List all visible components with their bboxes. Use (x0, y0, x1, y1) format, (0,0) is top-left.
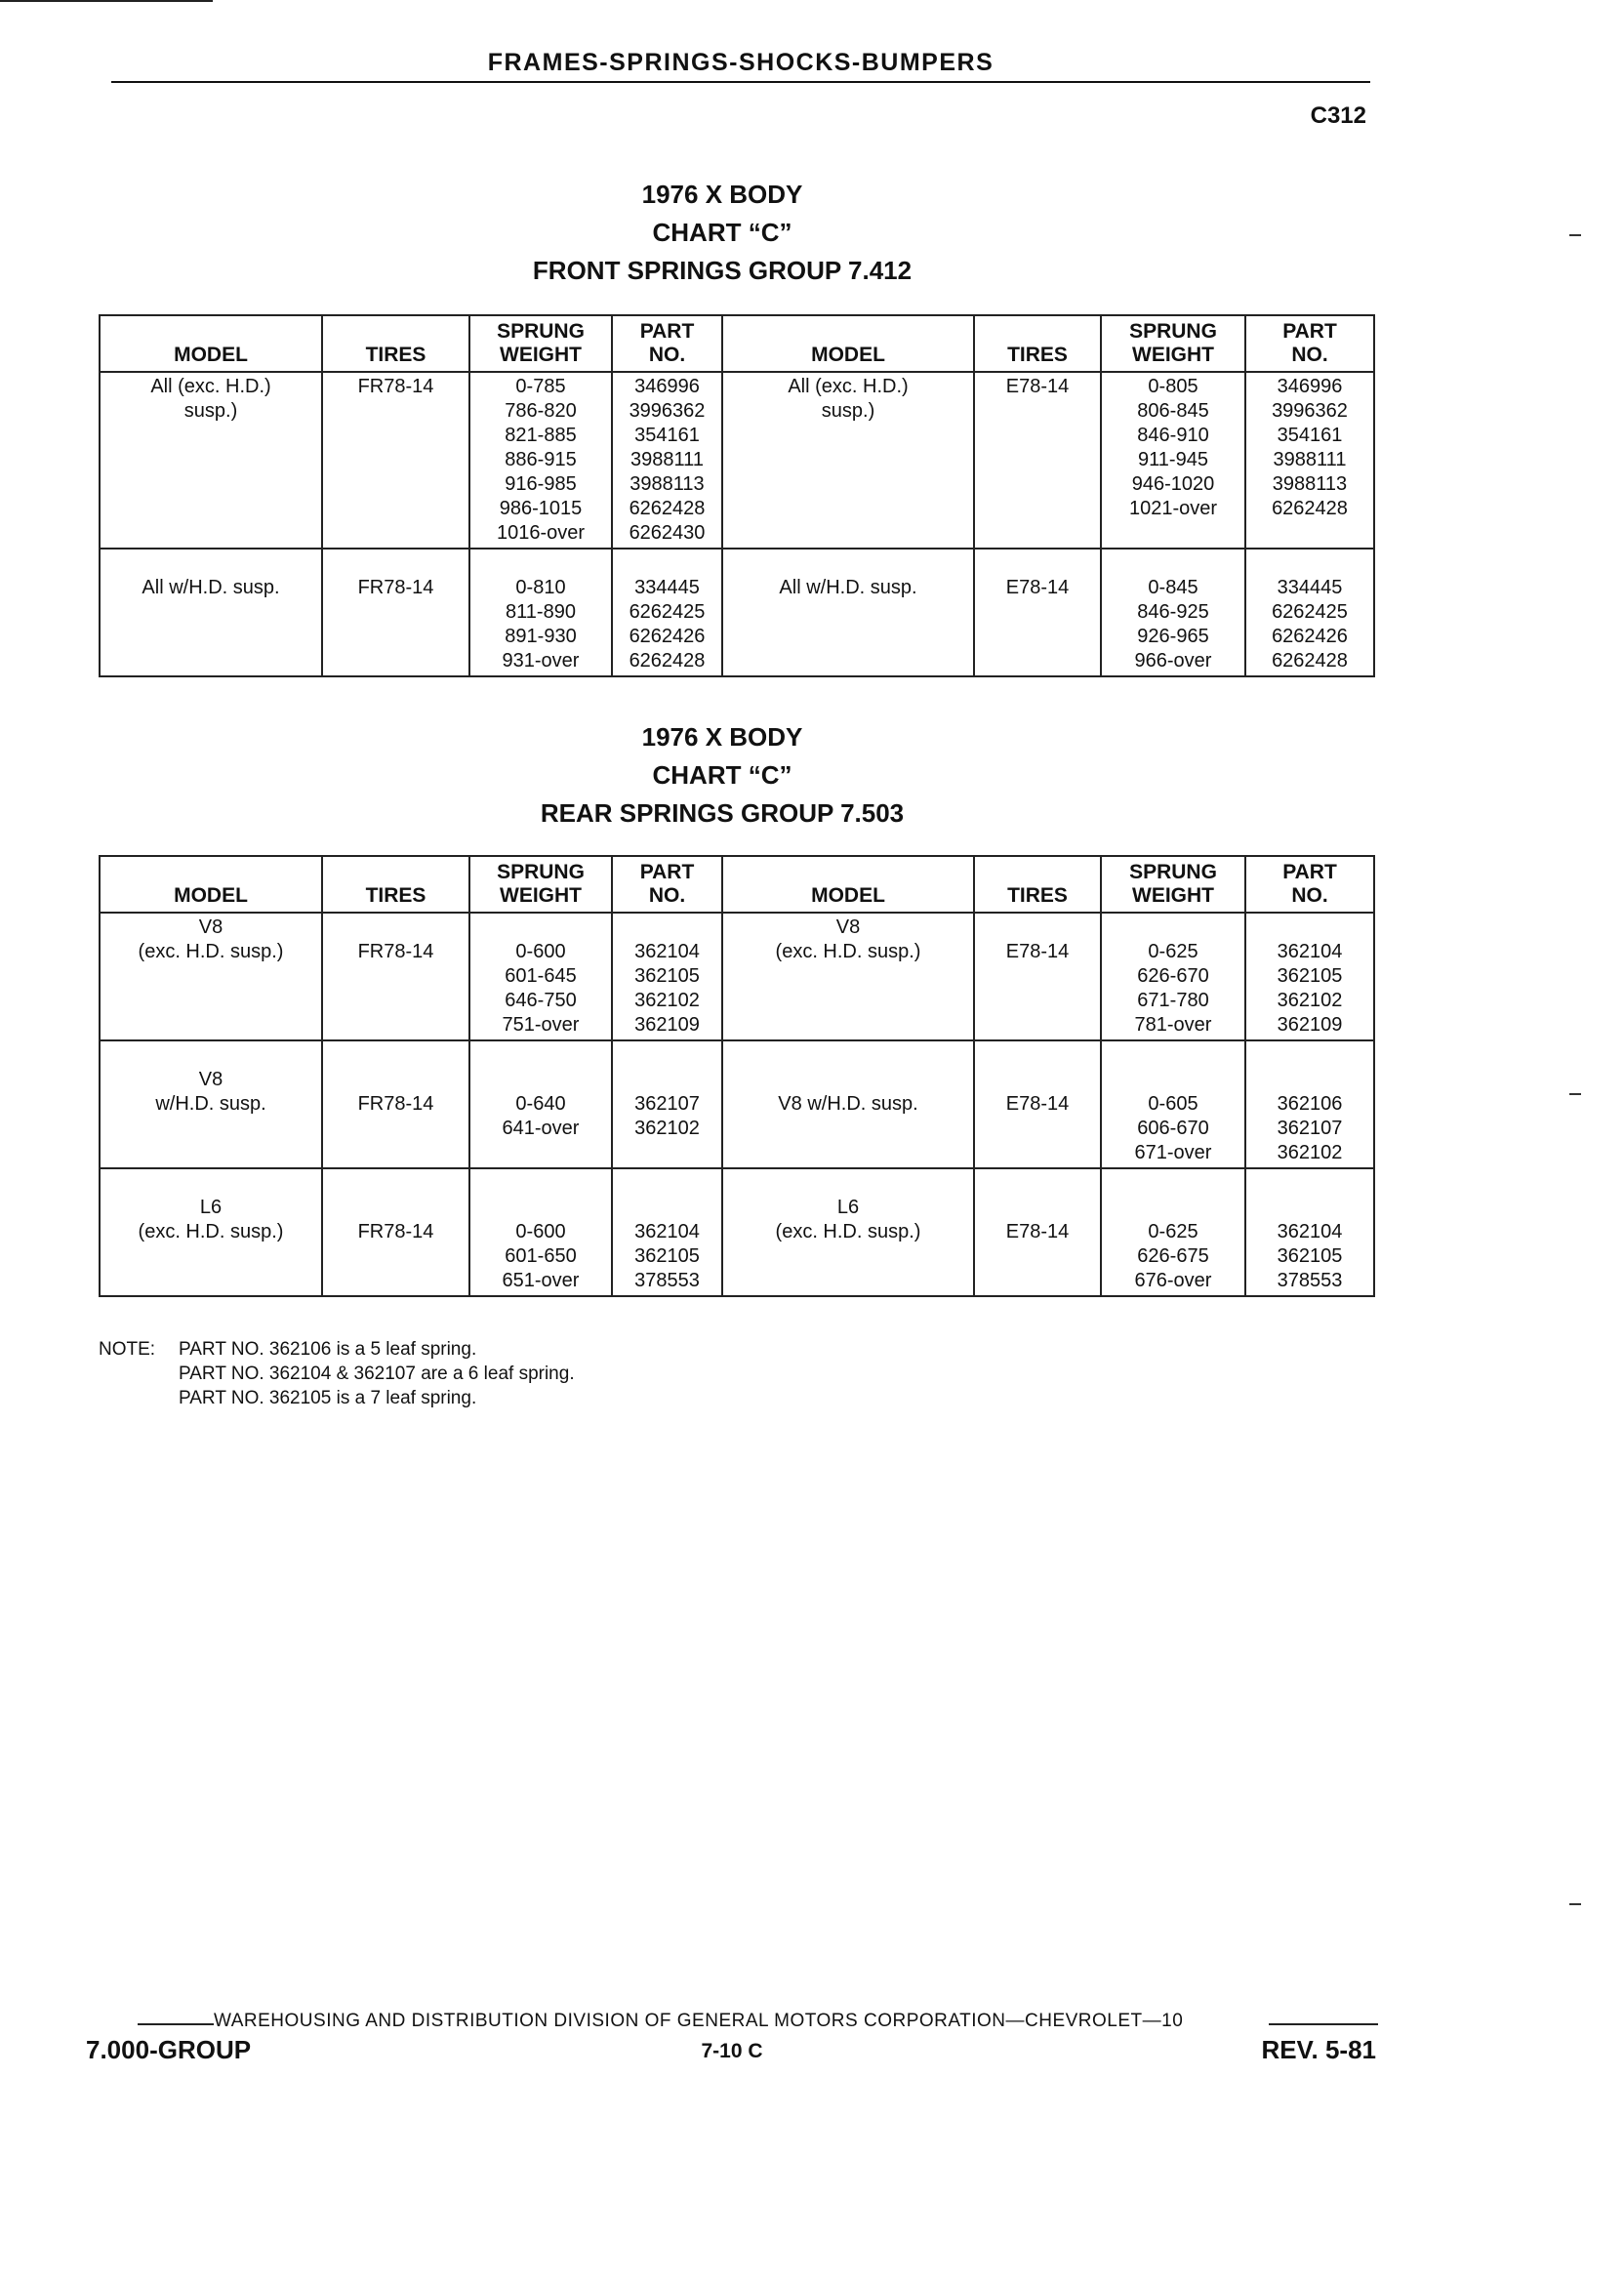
footer-publisher-line: WAREHOUSING AND DISTRIBUTION DIVISION OF GENERAL MOTORS CORPORATION—CHEVROLET—10 (214, 2011, 1184, 2031)
tires-cell (974, 1040, 1101, 1168)
sprung-weight-value: 0-600 (515, 1221, 566, 1242)
part-no-cell (612, 1168, 722, 1296)
sprung-weight-value: 811-890 (506, 601, 576, 623)
front-chart-heading (293, 176, 1152, 290)
model-cell (100, 1040, 322, 1168)
rear-heading-line: CHART “C” (652, 760, 792, 790)
sprung-weight-value (470, 916, 611, 940)
tires-value (323, 1171, 468, 1196)
model-value: V8 (198, 916, 223, 938)
tires-value: E78-14 (1005, 1093, 1070, 1115)
sprung-weight-value: 846-925 (1137, 601, 1209, 623)
part-no-cell (1245, 1040, 1374, 1168)
model-cell (100, 913, 322, 1040)
part-no-value: 362105 (634, 1245, 700, 1267)
model-value: (exc. H.D. susp.) (775, 1221, 921, 1242)
sprung-weight-value: 1021-over (1128, 498, 1218, 519)
sprung-weight-value (1102, 1196, 1244, 1220)
model-value: L6 (199, 1197, 223, 1218)
part-no-value (613, 1196, 721, 1220)
model-value (723, 1068, 973, 1092)
sprung-weight-value: 1016-over (496, 522, 586, 544)
part-no-value: 3988113 (1272, 473, 1348, 495)
model-value: All (exc. H.D.) (150, 376, 271, 397)
sprung-weight-value: 651-over (502, 1270, 580, 1291)
model-cell (722, 1040, 974, 1168)
model-value (723, 551, 973, 576)
tires-value: FR78-14 (357, 941, 434, 962)
sprung-weight-value (1102, 1043, 1244, 1068)
column-header: TIRES (974, 856, 1101, 913)
model-value: All w/H.D. susp. (779, 577, 917, 598)
tires-cell (322, 1168, 469, 1296)
part-no-value: 6262428 (629, 498, 706, 519)
sprung-weight-value: 0-785 (515, 376, 566, 397)
tires-value: FR78-14 (357, 1093, 434, 1115)
column-header: MODEL (722, 856, 974, 913)
model-value (101, 551, 321, 576)
model-cell (722, 549, 974, 676)
model-value: susp.) (183, 400, 238, 422)
part-no-cell (1245, 549, 1374, 676)
sprung-weight-value: 641-over (502, 1118, 580, 1139)
part-no-value: 346996 (1277, 376, 1343, 397)
column-header: SPRUNG WEIGHT (469, 315, 612, 372)
sprung-weight-value: 821-885 (505, 425, 577, 446)
sprung-weight-value: 0-640 (515, 1093, 566, 1115)
model-value: V8 w/H.D. susp. (778, 1093, 918, 1115)
tires-value (975, 1196, 1100, 1220)
tires-value: FR78-14 (357, 376, 434, 397)
part-no-value (613, 916, 721, 940)
part-no-value: 6262430 (629, 522, 706, 544)
column-header: SPRUNG WEIGHT (469, 856, 612, 913)
front-springs-table (99, 314, 1375, 677)
part-no-value: 362109 (1277, 1014, 1343, 1036)
header-rule (111, 81, 1370, 83)
tires-value (975, 1171, 1100, 1196)
note-line: PART NO. 362105 is a 7 leaf spring. (179, 1388, 477, 1408)
footer-group: 7.000-GROUP (86, 2035, 252, 2064)
tires-value (975, 916, 1100, 940)
sprung-weight-value: 646-750 (505, 990, 577, 1011)
model-value: susp.) (821, 400, 875, 422)
part-no-value: 3988111 (630, 449, 704, 470)
sprung-weight-cell (1101, 1168, 1245, 1296)
table-row (100, 913, 1374, 1040)
column-header: TIRES (322, 856, 469, 913)
part-no-value: 378553 (634, 1270, 700, 1291)
model-value (723, 1171, 973, 1196)
note-label: NOTE: (99, 1339, 156, 1360)
sprung-weight-cell (1101, 549, 1245, 676)
sprung-weight-value: 916-985 (505, 473, 577, 495)
column-header: MODEL (100, 856, 322, 913)
sprung-weight-value: 986-1015 (499, 498, 583, 519)
sprung-weight-value: 0-605 (1148, 1093, 1198, 1115)
model-value (723, 1043, 973, 1068)
sprung-weight-cell (469, 1040, 612, 1168)
part-no-value: 6262425 (629, 601, 706, 623)
model-value: (exc. H.D. susp.) (138, 1221, 284, 1242)
part-no-value: 334445 (1277, 577, 1343, 598)
model-value: (exc. H.D. susp.) (138, 941, 284, 962)
tires-value (975, 1043, 1100, 1068)
sprung-weight-cell (1101, 1040, 1245, 1168)
tires-value: E78-14 (1005, 941, 1070, 962)
footer-page-number: 7-10 C (701, 2040, 763, 2062)
column-header: TIRES (322, 315, 469, 372)
sprung-weight-value: 671-over (1134, 1142, 1212, 1163)
top-corner-rule (0, 0, 213, 2)
model-value: All (exc. H.D.) (788, 376, 909, 397)
tires-value: FR78-14 (357, 577, 434, 598)
tires-cell (322, 1040, 469, 1168)
part-no-value: 362102 (634, 990, 700, 1011)
front-heading-line: 1976 X BODY (641, 180, 803, 209)
page-code: C312 (1310, 102, 1366, 129)
part-no-value: 6262426 (1272, 626, 1348, 647)
model-cell (100, 549, 322, 676)
model-value: V8 (198, 1069, 223, 1090)
sprung-weight-cell (1101, 913, 1245, 1040)
part-no-value: 362109 (634, 1014, 700, 1036)
column-header: TIRES (974, 315, 1101, 372)
column-header: MODEL (722, 315, 974, 372)
rear-springs-table (99, 855, 1375, 1297)
sprung-weight-value: 786-820 (505, 400, 577, 422)
tires-cell (322, 549, 469, 676)
sprung-weight-value (470, 551, 611, 576)
part-no-value (613, 551, 721, 576)
model-value: All w/H.D. susp. (142, 577, 280, 598)
margin-tick (1569, 1903, 1581, 1905)
part-no-value: 362104 (1277, 941, 1343, 962)
tires-value (323, 1196, 468, 1220)
tires-value (323, 1068, 468, 1092)
margin-tick (1569, 1093, 1581, 1095)
tires-value: FR78-14 (357, 1221, 434, 1242)
part-no-value: 362107 (634, 1093, 700, 1115)
model-cell (722, 372, 974, 549)
part-no-value: 362104 (634, 941, 700, 962)
sprung-weight-value: 0-625 (1148, 941, 1198, 962)
sprung-weight-value: 0-625 (1148, 1221, 1198, 1242)
sprung-weight-value: 751-over (502, 1014, 580, 1036)
sprung-weight-value: 671-780 (1137, 990, 1209, 1011)
sprung-weight-value: 0-810 (515, 577, 566, 598)
sprung-weight-cell (469, 1168, 612, 1296)
part-no-value: 6262425 (1272, 601, 1348, 623)
sprung-weight-value (470, 1043, 611, 1068)
sprung-weight-value (470, 1171, 611, 1196)
part-no-cell (612, 549, 722, 676)
part-no-value: 3988113 (629, 473, 705, 495)
part-no-value (1246, 1196, 1373, 1220)
part-no-value (1246, 916, 1373, 940)
sprung-weight-cell (469, 549, 612, 676)
part-no-value (1246, 1043, 1373, 1068)
part-no-value (613, 1043, 721, 1068)
tires-value (323, 551, 468, 576)
margin-tick (1569, 234, 1581, 236)
column-header: PART NO. (612, 856, 722, 913)
rear-heading-line: REAR SPRINGS GROUP 7.503 (540, 798, 905, 828)
column-header: SPRUNG WEIGHT (1101, 315, 1245, 372)
part-no-value: 378553 (1277, 1270, 1343, 1291)
sprung-weight-cell (469, 372, 612, 549)
footer-rule-right (1269, 2023, 1378, 2025)
rear-heading-line: 1976 X BODY (641, 722, 803, 752)
tires-cell (974, 1168, 1101, 1296)
tires-value: E78-14 (1005, 1221, 1070, 1242)
model-cell (100, 372, 322, 549)
note-line: PART NO. 362106 is a 5 leaf spring. (179, 1339, 477, 1360)
part-no-value (1246, 1171, 1373, 1196)
part-no-cell (1245, 1168, 1374, 1296)
sprung-weight-value: 781-over (1134, 1014, 1212, 1036)
sprung-weight-value: 606-670 (1137, 1118, 1209, 1139)
front-heading-line: FRONT SPRINGS GROUP 7.412 (532, 256, 913, 285)
front-heading-line: CHART “C” (652, 218, 792, 247)
part-no-value: 362104 (634, 1221, 700, 1242)
part-no-value: 3988111 (1273, 449, 1347, 470)
part-no-value: 6262428 (1272, 498, 1348, 519)
sprung-weight-value: 926-965 (1137, 626, 1209, 647)
part-no-value: 346996 (634, 376, 700, 397)
sprung-weight-value (1102, 1171, 1244, 1196)
sprung-weight-value (1102, 916, 1244, 940)
table-row (100, 549, 1374, 676)
part-no-value: 362107 (1277, 1118, 1343, 1139)
tires-value: E78-14 (1005, 376, 1070, 397)
sprung-weight-value: 931-over (502, 650, 580, 672)
sprung-weight-value: 676-over (1134, 1270, 1212, 1291)
sprung-weight-value: 0-845 (1148, 577, 1198, 598)
part-no-value: 3996362 (629, 400, 706, 422)
part-no-value: 354161 (1277, 425, 1343, 446)
part-no-value (613, 1068, 721, 1092)
model-value (101, 1171, 321, 1196)
column-header: PART NO. (1245, 315, 1374, 372)
sprung-weight-value: 891-930 (505, 626, 577, 647)
model-value: L6 (836, 1197, 860, 1218)
sprung-weight-value: 911-945 (1138, 449, 1208, 470)
sprung-weight-value: 0-600 (515, 941, 566, 962)
table-row (100, 1040, 1374, 1168)
tires-cell (322, 372, 469, 549)
sprung-weight-value: 966-over (1134, 650, 1212, 672)
model-cell (722, 913, 974, 1040)
sprung-weight-value: 946-1020 (1131, 473, 1215, 495)
sprung-weight-value: 601-650 (505, 1245, 577, 1267)
sprung-weight-value: 626-670 (1137, 965, 1209, 987)
part-no-value: 362106 (1277, 1093, 1343, 1115)
part-no-value: 334445 (634, 577, 700, 598)
footer-rule-left (138, 2023, 214, 2025)
table-row (100, 1168, 1374, 1296)
column-header: SPRUNG WEIGHT (1101, 856, 1245, 913)
tires-value (323, 1043, 468, 1068)
part-no-value: 362102 (1277, 1142, 1343, 1163)
model-cell (722, 1168, 974, 1296)
sprung-weight-value: 806-845 (1137, 400, 1209, 422)
tires-cell (974, 913, 1101, 1040)
section-title: FRAMES-SPRINGS-SHOCKS-BUMPERS (487, 49, 995, 76)
sprung-weight-value (470, 1068, 611, 1092)
tires-value: E78-14 (1005, 577, 1070, 598)
tires-value (975, 1068, 1100, 1092)
model-value: V8 (835, 916, 861, 938)
part-no-cell (612, 372, 722, 549)
part-no-cell (1245, 372, 1374, 549)
sprung-weight-value: 846-910 (1137, 425, 1209, 446)
part-no-value: 362105 (1277, 965, 1343, 987)
sprung-weight-value (1102, 551, 1244, 576)
rear-chart-heading (293, 718, 1152, 833)
part-no-value (613, 1171, 721, 1196)
part-no-cell (612, 913, 722, 1040)
part-no-value: 3996362 (1272, 400, 1348, 422)
part-no-value: 6262426 (629, 626, 706, 647)
model-value: (exc. H.D. susp.) (775, 941, 921, 962)
sprung-weight-cell (1101, 372, 1245, 549)
table-row (100, 372, 1374, 549)
tires-value (323, 916, 468, 940)
footer-revision: REV. 5-81 (1261, 2035, 1376, 2064)
tires-cell (974, 372, 1101, 549)
part-no-cell (612, 1040, 722, 1168)
sprung-weight-value: 601-645 (505, 965, 577, 987)
column-header: PART NO. (612, 315, 722, 372)
part-no-value: 362102 (634, 1118, 700, 1139)
part-no-value: 362102 (1277, 990, 1343, 1011)
sprung-weight-value: 626-675 (1137, 1245, 1209, 1267)
column-header: MODEL (100, 315, 322, 372)
part-no-value: 362105 (1277, 1245, 1343, 1267)
part-no-value: 6262428 (1272, 650, 1348, 672)
model-value (101, 1043, 321, 1068)
part-no-value: 362104 (1277, 1221, 1343, 1242)
sprung-weight-value (1102, 1068, 1244, 1092)
column-header: PART NO. (1245, 856, 1374, 913)
note-block (99, 1337, 575, 1410)
sprung-weight-value: 886-915 (505, 449, 577, 470)
part-no-value: 362105 (634, 965, 700, 987)
tires-cell (322, 913, 469, 1040)
part-no-value (1246, 1068, 1373, 1092)
model-cell (100, 1168, 322, 1296)
part-no-cell (1245, 913, 1374, 1040)
part-no-value: 6262428 (629, 650, 706, 672)
sprung-weight-value (470, 1196, 611, 1220)
sprung-weight-value: 0-805 (1148, 376, 1198, 397)
sprung-weight-cell (469, 913, 612, 1040)
part-no-value: 354161 (634, 425, 700, 446)
note-line: PART NO. 362104 & 362107 are a 6 leaf spring. (179, 1364, 575, 1384)
part-no-value (1246, 551, 1373, 576)
tires-cell (974, 549, 1101, 676)
model-value: w/H.D. susp. (155, 1093, 266, 1115)
tires-value (975, 551, 1100, 576)
